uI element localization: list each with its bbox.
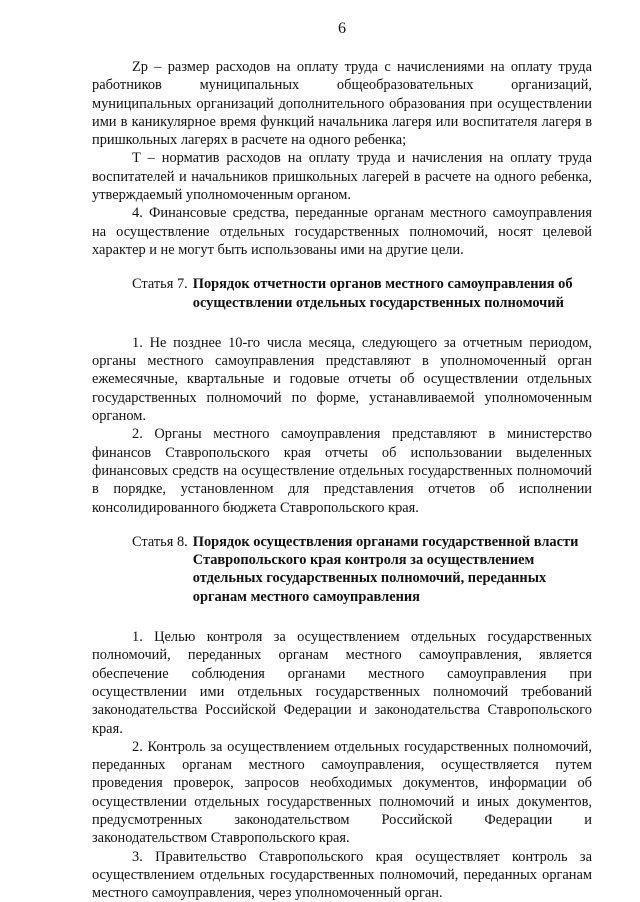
intro-paragraph-zr: Zр – размер расходов на оплату труда с начислениями на оплату труда работников муниципальных общеобразовательных организаций, муниципальных организаций дополнительного образования при осуществлении ими в каникулярное время функций начальника лагеря или воспитателя лагеря в пришкольных лагерях в расчете на одного ребенка;: [92, 59, 592, 149]
article-7-paragraph-1: 1. Не позднее 10-го числа месяца, следующего за отчетным периодом, органы местного самоуправления представляют в уполномоченный орган ежемесячные, квартальные и годовые отчеты об осуществлении отдельных государственных полномочий по форме, устанавливаемой уполномоченным органом.: [92, 334, 592, 425]
article-7-heading: [132, 275, 592, 312]
intro-paragraph-t: Т – норматив расходов на оплату труда и начисления на оплату труда воспитателей и начальников пришкольных лагерей в расчете на одного ребенка, утверждаемый уполномоченным органом.: [92, 150, 592, 204]
article-8-paragraph-3: 3. Правительство Ставропольского края осуществляет контроль за осуществлением отдельных государственных полномочий, переданных органам местного самоуправления, через уполномоченный орган.: [92, 848, 592, 902]
article-8-paragraph-1: 1. Целью контроля за осуществлением отдельных государственных полномочий, переданных органам местного самоуправления, является обеспечение соблюдения органами местного самоуправления при осуществлении ими отдельных государственных полномочий требований законодательства Российской Федерации и законодательства Ставропольского края.: [92, 629, 592, 737]
page-number: 6: [338, 20, 346, 37]
article-8-paragraph-2: 2. Контроль за осуществлением отдельных государственных полномочий, переданных органам местного самоуправления, осуществляется путем проведения проверок, запросов необходимых документов, информации об осуществлении отдельных государственных полномочий и иных документов, предусмотренных законодательством Российской Федерации и законодательством Ставропольского края.: [92, 738, 592, 847]
article-7-paragraph-2: 2. Органы местного самоуправления представляют в министерство финансов Ставропольского края отчеты об использовании выделенных финансовых средств на осуществление отдельных государственных полномочий в порядке, установленном для представления отчетов об исполнении консолидированного бюджета Ставропольского края.: [92, 426, 592, 516]
article-8-heading: [132, 533, 592, 606]
intro-paragraph-4: 4. Финансовые средства, переданные органам местного самоуправления на осуществление отдельных государственных полномочий, носят целевой характер и не могут быть использованы ими на другие цели.: [92, 205, 592, 258]
article-7-title: Порядок отчетности органов местного самоуправления об осуществлении отдельных государственных полномочий: [192, 276, 573, 311]
article-8-label: Статья 8.: [132, 533, 188, 550]
article-7-label: Статья 7.: [132, 276, 188, 293]
article-8-title: Порядок осуществления органами государственной власти Ставропольского края контроля за осуществлением отдельных государственных полномочий, переданных органам местного самоуправления: [192, 533, 579, 605]
